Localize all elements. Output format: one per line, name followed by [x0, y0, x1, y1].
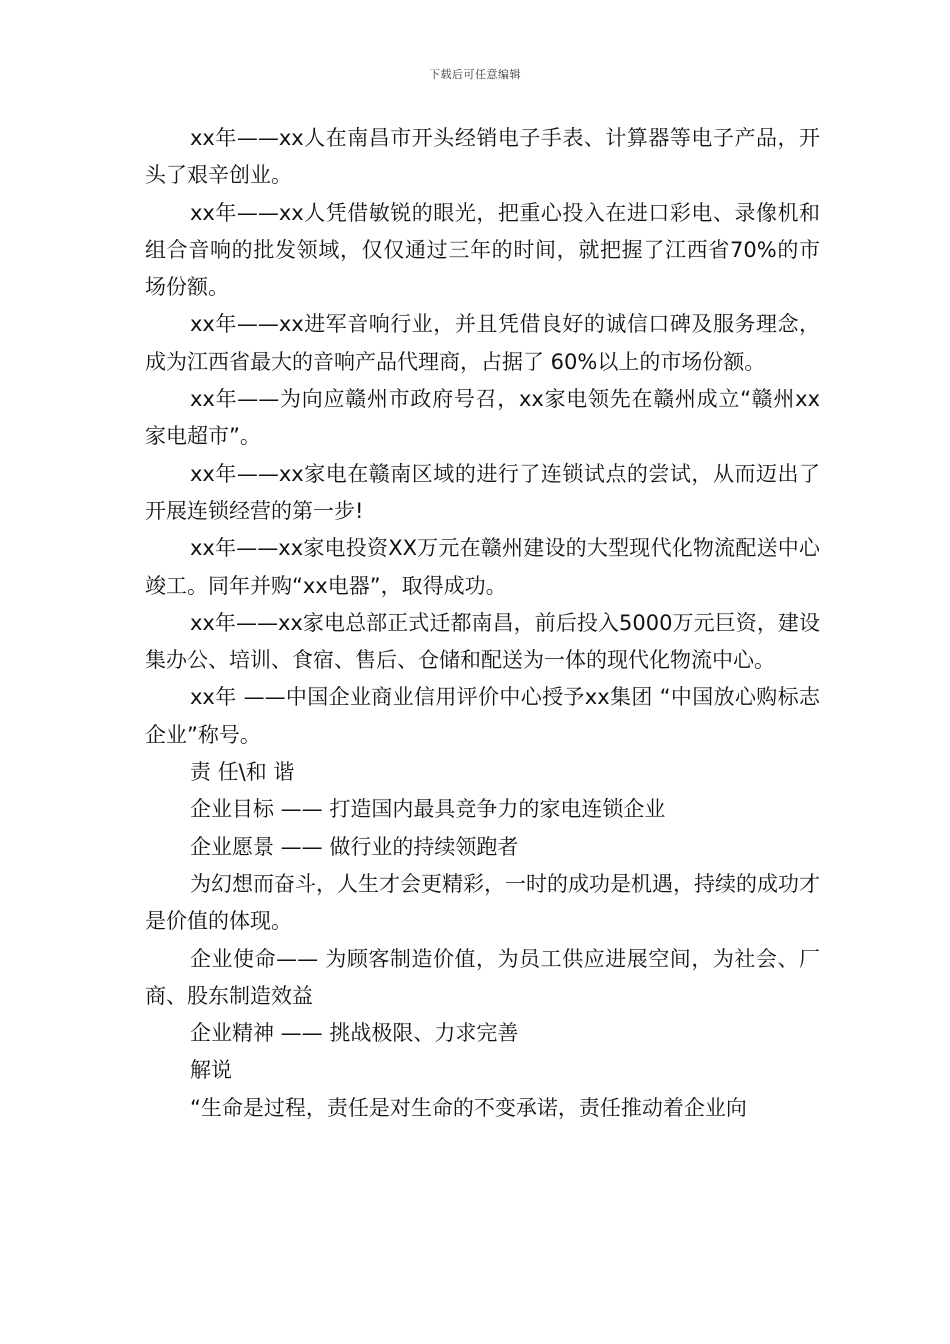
paragraph: 企业愿景 —— 做行业的持续领跑者	[190, 834, 519, 859]
paragraph: 企业使命—— 为顾客制造价值，为员工供应进展空间，为社会、厂商、股东制造效益	[145, 946, 820, 1008]
paragraph: xx年——xx家电总部正式迁都南昌，前后投入5000万元巨资，建设集办公、培训、食宿、售后、仓储和配送为一体的现代化物流中心。	[145, 610, 820, 673]
document-body	[145, 120, 820, 1127]
page-header-note: 下载后可任意编辑	[429, 68, 521, 81]
paragraph: xx年——xx人凭借敏锐的眼光，把重心投入在进口彩电、录像机和组合音响的批发领域，仅仅通过三年的时间，就把握了江西省70%的市场份额。	[145, 200, 820, 300]
paragraph: xx年——xx家电在赣南区域的进行了连锁试点的尝试，从而迈出了开展连锁经营的第一步!	[145, 461, 820, 523]
paragraph: xx年——xx进军音响行业，并且凭借良好的诚信口碑及服务理念，成为江西省最大的音响产品代理商，占据了 60%以上的市场份额。	[145, 312, 820, 374]
paragraph: 为幻想而奋斗，人生才会更精彩，一时的成功是机遇，持续的成功才是价值的体现。	[145, 871, 820, 934]
section-heading: 解说	[190, 1058, 232, 1083]
paragraph: xx年 ——中国企业商业信用评价中心授予xx集团 “中国放心购标志企业”称号。	[145, 685, 820, 747]
paragraph: “生命是过程，责任是对生命的不变承诺，责任推动着企业向	[190, 1095, 747, 1120]
paragraph: xx年——xx人在南昌市开头经销电子手表、计算器等电子产品，开头了艰辛创业。	[145, 126, 820, 188]
paragraph: xx年——xx家电投资XX万元在赣州建设的大型现代化物流配送中心竣工。同年并购“xx电器”，取得成功。	[145, 536, 820, 598]
paragraph: 企业精神 —— 挑战极限、力求完善	[190, 1021, 519, 1046]
paragraph: 企业目标 —— 打造国内最具竞争力的家电连锁企业	[190, 797, 666, 822]
paragraph: xx年——为向应赣州市政府号召，xx家电领先在赣州成立“赣州xx家电超市”。	[145, 387, 820, 449]
section-heading: 责 任\和 谐	[190, 760, 295, 785]
